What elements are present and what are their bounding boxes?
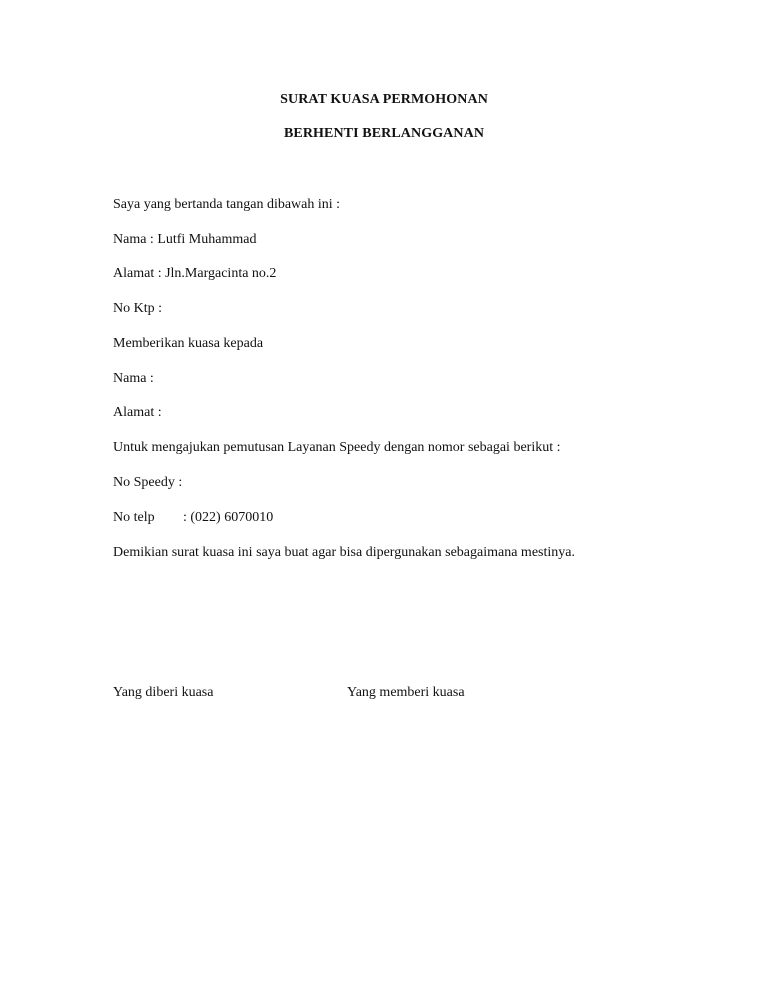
- telp-label: No telp: [113, 510, 155, 525]
- closing-line: Demikian surat kuasa ini saya buat agar bisa dipergunakan sebagaimana mestinya.: [113, 545, 575, 560]
- purpose-line: Untuk mengajukan pemutusan Layanan Speedy dengan nomor sebagai berikut :: [113, 440, 561, 455]
- telp-value: : (022) 6070010: [183, 510, 274, 525]
- intro-line: Saya yang bertanda tangan dibawah ini :: [113, 197, 341, 212]
- speedy-number-line: No Speedy :: [113, 475, 183, 490]
- signature-grantor-label: Yang memberi kuasa: [347, 685, 465, 700]
- telp-line: [113, 509, 273, 526]
- grantor-address-line: Alamat : Jln.Margacinta no.2: [113, 266, 277, 281]
- grantee-address-line: Alamat :: [113, 405, 162, 420]
- signature-grantee-label: Yang diberi kuasa: [113, 685, 214, 700]
- grantor-ktp-line: No Ktp :: [113, 301, 162, 316]
- grant-to-line: Memberikan kuasa kepada: [113, 336, 264, 351]
- grantee-name-line: Nama :: [113, 371, 154, 386]
- document-title-line1: SURAT KUASA PERMOHONAN: [280, 92, 488, 107]
- document-title-line2: BERHENTI BERLANGGANAN: [283, 126, 485, 141]
- grantor-name-line: Nama : Lutfi Muhammad: [113, 232, 257, 247]
